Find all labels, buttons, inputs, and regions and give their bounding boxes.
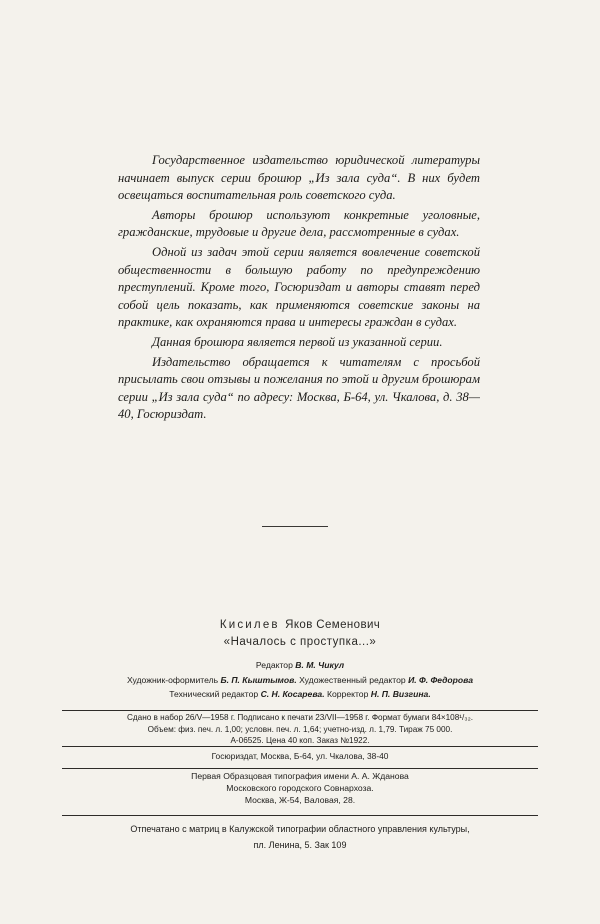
reprint-line: Отпечатано с матриц в Калужской типографии областного управления культуры,: [130, 824, 470, 834]
author-surname: Кисилев: [219, 619, 280, 631]
printer-line: Московского городского Совнархоза.: [226, 783, 374, 793]
rule-divider: [62, 768, 538, 769]
announcement-paragraph: Данная брошюра является первой из указанной серии.: [152, 334, 443, 349]
editor-line: Редактор В. М. Чикул: [255, 660, 345, 670]
printer-info: [62, 770, 538, 806]
rule-divider: [62, 815, 538, 816]
imprint-title: [0, 617, 600, 651]
author-given-names: Яков Семенович: [285, 619, 381, 631]
book-title: «Началось с проступка...»: [223, 636, 377, 648]
printer-line: Первая Образцовая типография имени А. А. Жданова: [191, 771, 409, 781]
reprint-line: пл. Ленина, 5. Зак 109: [253, 840, 347, 850]
announcement-paragraph: Государственное издательство юридической литературы начинает выпуск серии брошюр „Из зала суда“. В них будет освещаться воспитательная роль советского суда.: [118, 153, 480, 203]
artist-line: Художник-оформитель Б. П. Кыштымов. Художественный редактор И. Ф. Федорова: [126, 674, 474, 685]
pub-data-line: А-06525. Цена 40 коп. Заказ №1922.: [230, 736, 370, 745]
pub-data-line: Объем: физ. печ. л. 1,00; условн. печ. л. 1,64; учетно-изд. л. 1,79. Тираж 75 000.: [147, 724, 453, 734]
section-divider: [262, 526, 328, 527]
rule-divider: [62, 746, 538, 747]
publisher-address: Госюриздат, Москва, Б-64, ул. Чкалова, 38-40: [211, 751, 389, 761]
pub-data-line: Сдано в набор 26/V—1958 г. Подписано к печати 23/VII—1958 г. Формат бумаги 84×108¹/₃₂.: [126, 713, 474, 722]
editorial-credits: [40, 658, 560, 702]
announcement-paragraph: Издательство обращается к читателям с просьбой присылать свои отзывы и пожелания по этой и другим брошюрам серии „Из зала суда“ по адресу: Москва, Б-64, ул. Чкалова, д. 38—40, Госюриздат.: [118, 354, 480, 422]
publication-data: [62, 712, 538, 747]
author-name: [0, 617, 600, 634]
series-announcement: [118, 152, 480, 424]
announcement-paragraph: Авторы брошюр используют конкретные уголовные, гражданские, трудовые и другие дела, рассмотренные в судах.: [118, 207, 480, 240]
announcement-paragraph: Одной из задач этой серии является вовлечение советской общественности в большую работу по предупреждению преступлений. Кроме того, Госюриздат и авторы ставят перед собой цель показать, как применяются советские законы на практике, как охраняются права и интересы граждан в судах.: [118, 244, 480, 330]
rule-divider: [62, 710, 538, 711]
printer-line: Москва, Ж-54, Валовая, 28.: [244, 795, 356, 805]
reprint-info: [62, 821, 538, 853]
tech-editor-line: Технический редактор С. Н. Косарева. Корректор Н. П. Визгина.: [169, 689, 431, 699]
